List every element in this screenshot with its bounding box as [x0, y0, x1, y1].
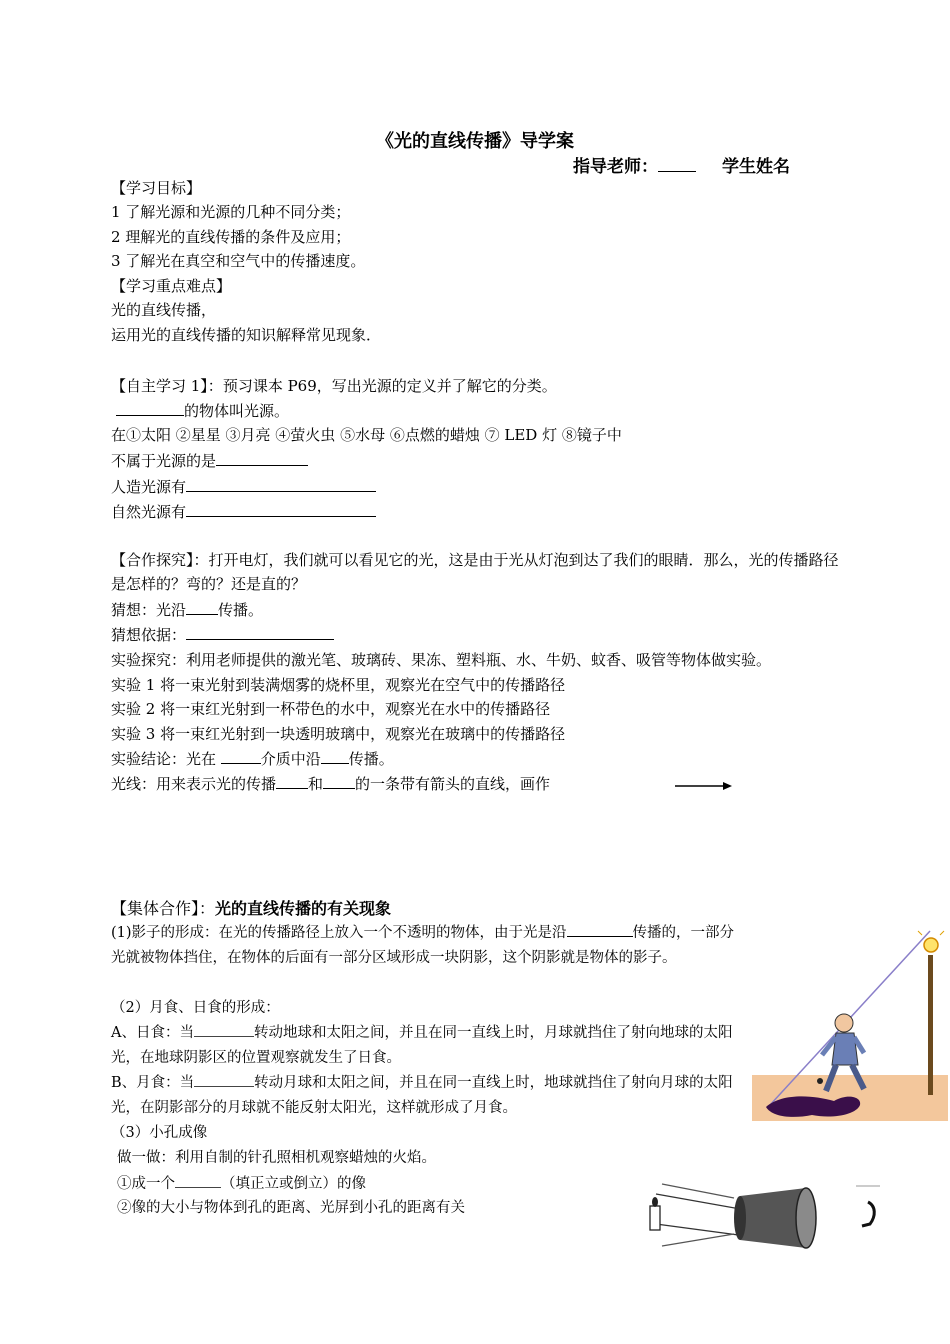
key-point-item: 运用光的直线传播的知识解释常见现象．: [111, 326, 382, 344]
definition-line: [111, 400, 289, 422]
basis-label: 猜想依据：: [111, 626, 187, 644]
shadow-blank[interactable]: [567, 921, 633, 937]
artificial-line: [111, 476, 376, 498]
conclusion-b: 介质中沿: [260, 750, 321, 768]
natural-label: 自然光源有: [111, 503, 187, 521]
collective-heading: 【集体合作】：: [111, 899, 216, 918]
lamp-post: [928, 955, 933, 1095]
not-source-label: 不属于光源的是: [111, 452, 217, 470]
image-size-line: ②像的大小与物体到孔的距离、光屏到小孔的距离有关: [117, 1200, 465, 1216]
medium-blank[interactable]: [221, 748, 261, 764]
pinhole-camera-illustration: [644, 1176, 884, 1252]
image-b: （填正立或倒立）的像: [221, 1176, 366, 1192]
pinhole-try: 做一做：利用自制的针孔照相机观察蜡烛的火焰。: [117, 1150, 436, 1166]
goal-item: 1 了解光源和光源的几种不同分类；: [111, 203, 351, 221]
image-line: [117, 1172, 366, 1195]
basis-blank[interactable]: [186, 624, 334, 640]
guess-post: 传播。: [218, 601, 264, 619]
not-source-line: [111, 450, 308, 472]
cooperative-intro: [111, 548, 841, 596]
cooperative-heading: 【合作探究】：: [111, 551, 209, 569]
collective-heading-line: [111, 898, 391, 920]
exp2-line: 实验 2 将一束红光射到一杯带色的水中，观察光在水中的传播路径: [111, 700, 551, 718]
guess-line: [111, 599, 263, 621]
solar-blank[interactable]: [194, 1021, 254, 1037]
collective-heading-bold: 光的直线传播的有关现象: [215, 899, 392, 918]
path-blank[interactable]: [321, 748, 349, 764]
candle-icon: [650, 1206, 660, 1230]
ray-line: [111, 773, 550, 795]
student-label: 学生姓名: [722, 157, 790, 177]
inverted-flame: [862, 1202, 874, 1226]
key-points-heading: 【学习重点难点】: [111, 277, 232, 295]
teacher-label: 指导老师：: [573, 157, 658, 177]
light-cone: [656, 1194, 746, 1236]
cooperative-text: 打开电灯，我们就可以看见它的光，这是由于光从灯泡到达了我们的眼睛．那么，光的传播路径是怎样的？弯的？还是直的？: [111, 551, 839, 593]
image-a: ①成一个: [117, 1176, 175, 1192]
natural-line: [111, 501, 376, 523]
shadow-paragraph: [111, 921, 739, 971]
guess-pre: 猜想：光沿: [111, 601, 187, 619]
image-blank[interactable]: [175, 1172, 221, 1188]
definition-blank[interactable]: [116, 400, 184, 416]
ray-c: 的一条带有箭头的直线，画作: [355, 775, 551, 793]
goals-heading: 【学习目标】: [111, 179, 202, 197]
goal-item: 2 理解光的直线传播的条件及应用；: [111, 228, 351, 246]
page-title: 《光的直线传播》导学案: [376, 131, 574, 152]
self-study-heading: 【自主学习 1】：: [111, 377, 223, 395]
solar-a: A、日食：当: [111, 1025, 194, 1041]
conclusion-c: 传播。: [348, 750, 394, 768]
eclipse-title: （2）月食、日食的形成：: [111, 1000, 280, 1016]
natural-blank[interactable]: [186, 501, 376, 517]
solar-b: 转动地球和太阳之间，并且在同一直线上时，月球就挡住了射向地球的太阳光，在地球阴影区的位置观察就发生了日食。: [111, 1025, 733, 1066]
conclusion-a: 实验结论：光在: [111, 750, 221, 768]
shadow-b: 传播的，一部分光就被物体挡住，在物体的后面有一部分区域形成一块阴影，这个阴影就是物体的影子。: [111, 925, 735, 966]
goal-item: 3 了解光在真空和空气中的传播速度。: [111, 252, 366, 270]
shadow-a: (1)影子的形成：在光的传播路径上放入一个不透明的物体，由于光是沿: [111, 925, 567, 941]
artificial-blank[interactable]: [186, 476, 376, 492]
experiment-line: 实验探究：利用老师提供的激光笔、玻璃砖、果冻、塑料瓶、水、牛奶、蚊香、吸管等物体做实验。: [111, 651, 772, 669]
arrow-icon: [674, 779, 734, 793]
ray-blank-1[interactable]: [276, 773, 308, 789]
ray-b: 和: [308, 775, 324, 793]
teacher-student-line: [573, 152, 790, 177]
exp3-line: 实验 3 将一束红光射到一块透明玻璃中，观察光在玻璃中的传播路径: [111, 725, 566, 743]
exp1-line: 实验 1 将一束光射到装满烟雾的烧杯里，观察光在空气中的传播路径: [111, 676, 566, 694]
pinhole-title: （3）小孔成像: [111, 1125, 208, 1141]
teacher-blank[interactable]: [658, 156, 696, 172]
lunar-paragraph: [111, 1071, 739, 1121]
conclusion-line: [111, 748, 394, 770]
self-study-line: [111, 375, 557, 397]
lunar-blank[interactable]: [194, 1071, 254, 1087]
ray-blank-2[interactable]: [323, 773, 355, 789]
options-line: 在①太阳 ②星星 ③月亮 ④萤火虫 ⑤水母 ⑥点燃的蜡烛 ⑦ LED 灯 ⑧镜子中: [111, 426, 622, 444]
shadow-illustration: [752, 925, 948, 1121]
lunar-b: 转动月球和太阳之间，并且在同一直线上时，地球就挡住了射向月球的太阳光，在阴影部分的月球就不能反射太阳光，这样就形成了月食。: [111, 1075, 733, 1116]
key-point-item: 光的直线传播，: [111, 301, 217, 319]
basis-line: [111, 624, 334, 646]
solar-paragraph: [111, 1021, 739, 1071]
bulb-icon: [924, 938, 938, 952]
ray-a: 光线：用来表示光的传播: [111, 775, 277, 793]
definition-suffix: 的物体叫光源。: [184, 402, 290, 420]
not-source-blank[interactable]: [216, 450, 308, 466]
self-study-intro: 预习课本 P69，写出光源的定义并了解它的分类。: [222, 377, 557, 395]
guess-blank[interactable]: [186, 599, 218, 615]
lunar-a: B、月食：当: [111, 1075, 195, 1091]
shadow-blob: [766, 1096, 860, 1117]
artificial-label: 人造光源有: [111, 478, 187, 496]
